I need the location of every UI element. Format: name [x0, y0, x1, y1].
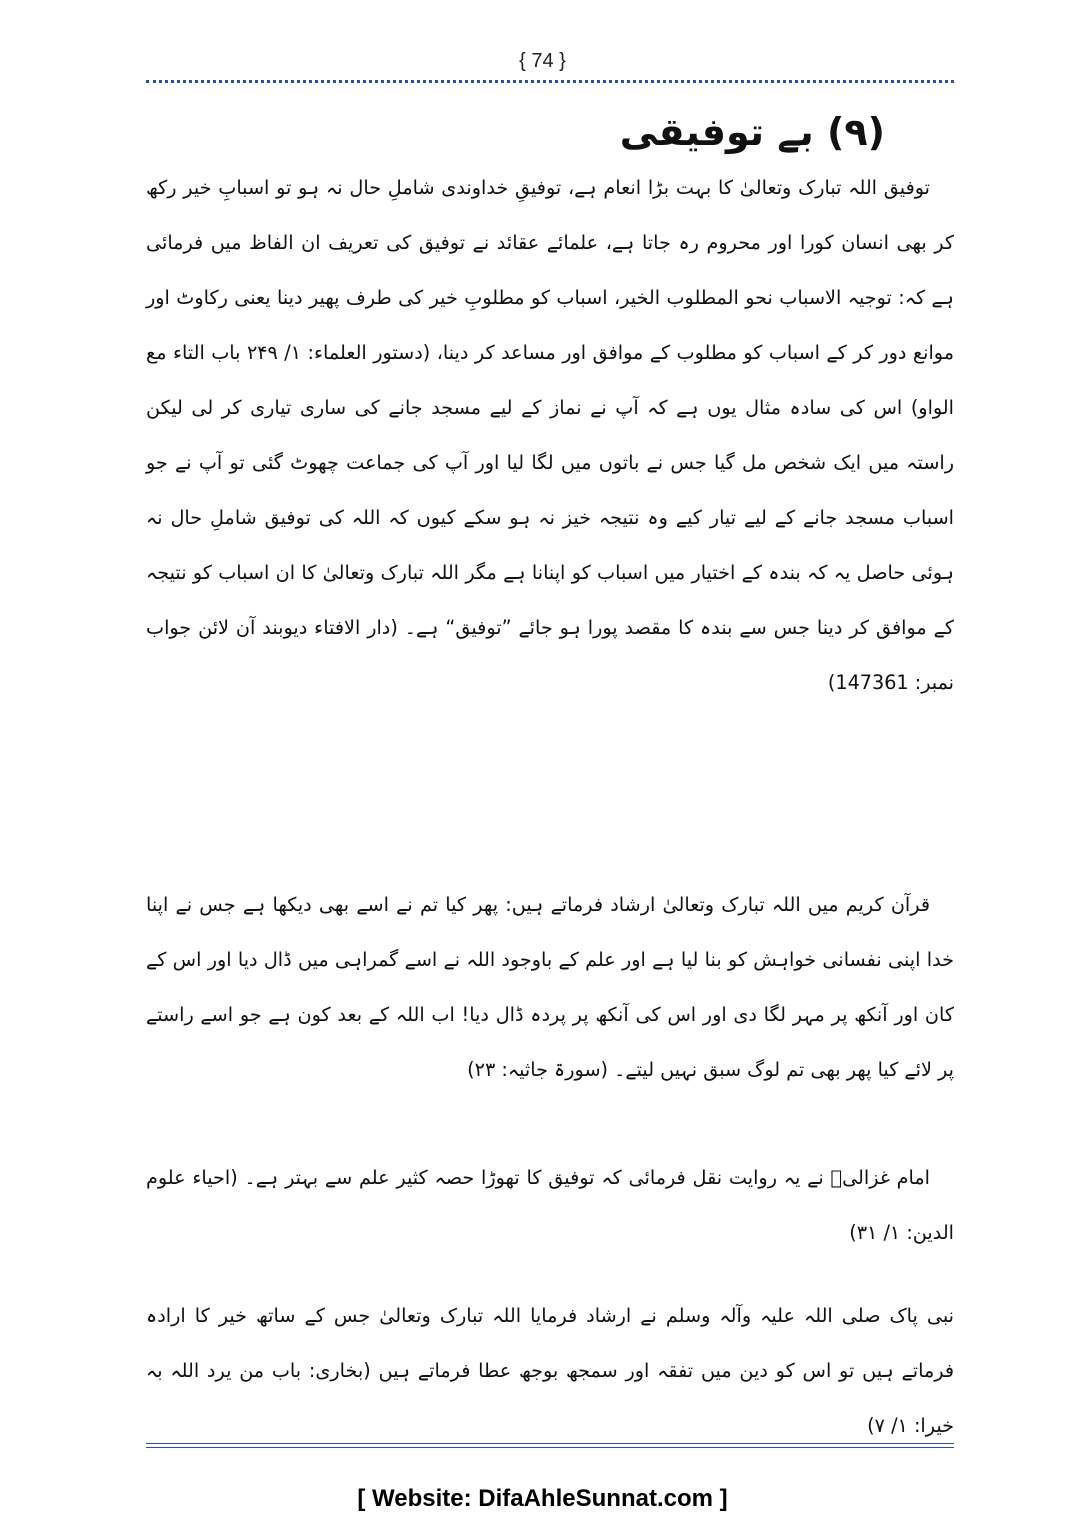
paragraph-tawfeeq-definition: توفیق اللہ تبارک وتعالیٰ کا بہت بڑا انعام ہے، توفیقِ خداوندی شاملِ حال نہ ہو تو اسبابِ خیر رکھ کر بھی انسان کورا اور محروم رہ جاتا ہے، علمائے عقائد نے توفیق کی تعریف ان الفاظ میں فرمائی ہے کہ: توجیہ الاسباب نحو المطلوب الخیر، اسباب کو مطلوبِ خیر کی طرف پھیر دینا یعنی رکاوٹ اور موانع دور کر کے اسباب کو مطلوب کے موافق اور مساعد کر دینا، (دستور العلماء: ۱/ ۲۴۹ باب التاء مع الواو) اس کی سادہ مثال یوں ہے کہ آپ نے نماز کے لیے مسجد جانے کی ساری تیاری کر لی لیکن راستہ میں ایک شخص مل گیا جس نے باتوں میں لگا لیا اور آپ کی جماعت چھوٹ گئی تو آپ نے جو اسباب مسجد جانے کے لیے تیار کیے وہ نتیجہ خیز نہ ہو سکے کیوں کہ اللہ کی توفیق شاملِ حال نہ ہوئی حاصل یہ کہ بندہ کے اختیار میں اسباب کو اپنانا ہے مگر اللہ تبارک وتعالیٰ کا ان اسباب کو نتیجہ کے موافق کر دینا جس سے بندہ کا مقصد پورا ہو جائے ”توفیق“ ہے۔ (دار الافتاء دیوبند آن لائن جواب نمبر: 147361): [146, 176, 955, 694]
chapter-title: (۹) بے توفیقی: [619, 110, 885, 154]
footer-double-rule: [146, 1443, 954, 1448]
header-dotted-rule: [146, 80, 954, 83]
website-footer: [ Website: DifaAhleSunnat.com ]: [357, 1485, 728, 1512]
paragraph-quran-verse: قرآن کریم میں اللہ تبارک وتعالیٰ ارشاد فرماتے ہیں: پھر کیا تم نے اسے بھی دیکھا ہے جس نے اپنا خدا اپنی نفسانی خواہش کو بنا لیا ہے اور علم کے باوجود اللہ نے اسے گمراہی میں ڈال دیا اور اس کے کان اور آنکھ پر مہر لگا دی اور اس کی آنکھ پر پردہ ڈال دیا! اب اللہ کے بعد کون ہے جو اسے راستے پر لائے کیا پھر بھی تم لوگ سبق نہیں لیتے۔ (سورۃ جاثیہ: ۲۳): [146, 893, 954, 1081]
page-number: { 74 }: [519, 50, 566, 72]
paragraph-hadith: نبی پاک صلی اللہ علیہ وآلہ وسلم نے ارشاد فرمایا اللہ تبارک وتعالیٰ جس کے ساتھ خیر کا ارادہ فرماتے ہیں تو اس کو دین میں تفقہ اور سمجھ بوجھ عطا فرماتے ہیں (بخاری: باب من یرد اللہ بہ خیرا: ۱/ ۷): [146, 1304, 954, 1437]
paragraph-imam-ghazali: امام غزالیؒ نے یہ روایت نقل فرمائی کہ توفیق کا تھوڑا حصہ کثیر علم سے بہتر ہے۔ (احیاء علوم الدین: ۱/ ۳۱): [146, 1166, 954, 1244]
